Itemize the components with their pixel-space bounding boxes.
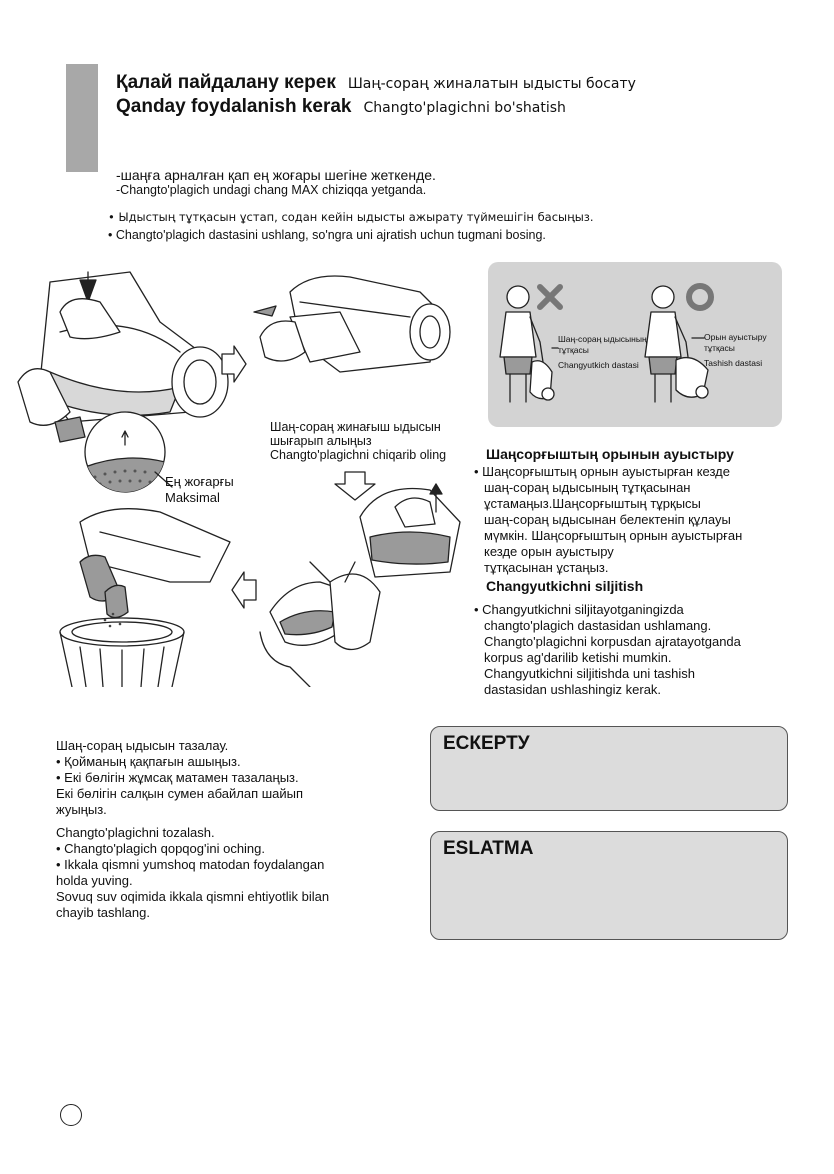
max-caption: Ең жоғарғы Maksimal [165, 474, 234, 505]
relocate-uz-heading: Changyutkichni siljitish [486, 578, 644, 594]
open-bin-drawing [80, 509, 230, 618]
note-title-uz: ESLATMA [443, 838, 534, 859]
correct-icon [689, 286, 711, 308]
cleaning-uz-text: Changto'plagichni tozalash. • Changto'plagich qopqog'ini oching. • Ikkala qismni yumshoq matodan foydalangan holda yuving. Sovuq suv oqimida ikkala qismni ehtiyotlik bilan chayib tashlang. [56, 825, 330, 920]
arrow-left [232, 572, 256, 608]
max-level-magnifier [80, 412, 170, 502]
title-uz: Qanday foydalanish kerak Changto'plagichni bo'shatish [116, 96, 566, 117]
remove-caption: Шаң-сораң жинағыш ыдысын шығарып алыңыз Changto'plagichni chiqarib oling [270, 420, 447, 462]
arrow-down [335, 472, 375, 500]
page-number-circle [60, 1104, 82, 1126]
bin-lift-drawing [360, 484, 460, 577]
intro-kk: -шаңға арналған қап ең жоғары шегіне жеткенде. [116, 167, 436, 183]
wrong-icon [540, 287, 560, 307]
note-box-uz [430, 831, 788, 940]
emptying-illustration [10, 262, 480, 687]
empty-bin-drawing [260, 562, 380, 687]
section-marker [66, 64, 98, 172]
note-title-kk: ЕСКЕРТУ [443, 733, 530, 754]
cleaning-kk-text: Шаң-сораң ыдысын тазалау. • Қойманың қақпағын ашыңыз. • Екі бөлігін жұмсақ матамен тазалаңыз. Екі бөлігін салқын сумен абайлап шайып жуыңыз. [56, 738, 304, 817]
step-uz: • Changto'plagich dastasini ushlang, so'ngra uni ajratish uchun tugmani bosing. [108, 228, 546, 242]
vacuum-remove-drawing [254, 276, 450, 372]
step-kk: • Ыдыстың тұтқасын ұстап, содан кейін ыдысты ажырату түймешігін басыңыз. [108, 210, 594, 224]
left-handle-label: Шаң-сораң ыдысының тұтқасы Changyutkich dastasi [558, 334, 647, 370]
intro-uz: -Changto'plagich undagi chang MAX chiziqqa yetganda. [116, 183, 427, 197]
note-box-kk [430, 726, 788, 811]
trash-can-drawing [60, 613, 184, 687]
relocate-kk-text: • Шаңсорғыштың орнын ауыстырған кезде шаң-сораң ыдысының тұтқасынан ұстамаңыз.Шаңсорғыштың тұрқысы шаң-сораң ыдысынан белектеніп құлауы мүмкін. Шаңсорғыштың орнын ауыстырған кезде орын ауыстыру тұтқасынан ұстаңыз. [474, 464, 743, 575]
right-handle-label: Орын ауыстыру тұтқасы Tashish dastasi [704, 332, 767, 368]
carry-comparison-panel [488, 262, 782, 427]
person-correct [645, 286, 708, 402]
relocate-uz-text: • Changyutkichni siljitayotganingizda changto'plagich dastasidan ushlamang. Changto'plagichni korpusdan ajratayotganda korpus ag'darilib ketishi mumkin. Changyutkichni siljitishda uni tashish dastasidan ushlashingiz kerak. [474, 602, 741, 697]
title-kk: Қалай пайдалану керек Шаң-сораң жиналатын ыдысты босату [116, 72, 636, 93]
relocate-section [474, 446, 814, 698]
relocate-kk-heading: Шаңсорғыштың орынын ауыстыру [486, 446, 734, 462]
